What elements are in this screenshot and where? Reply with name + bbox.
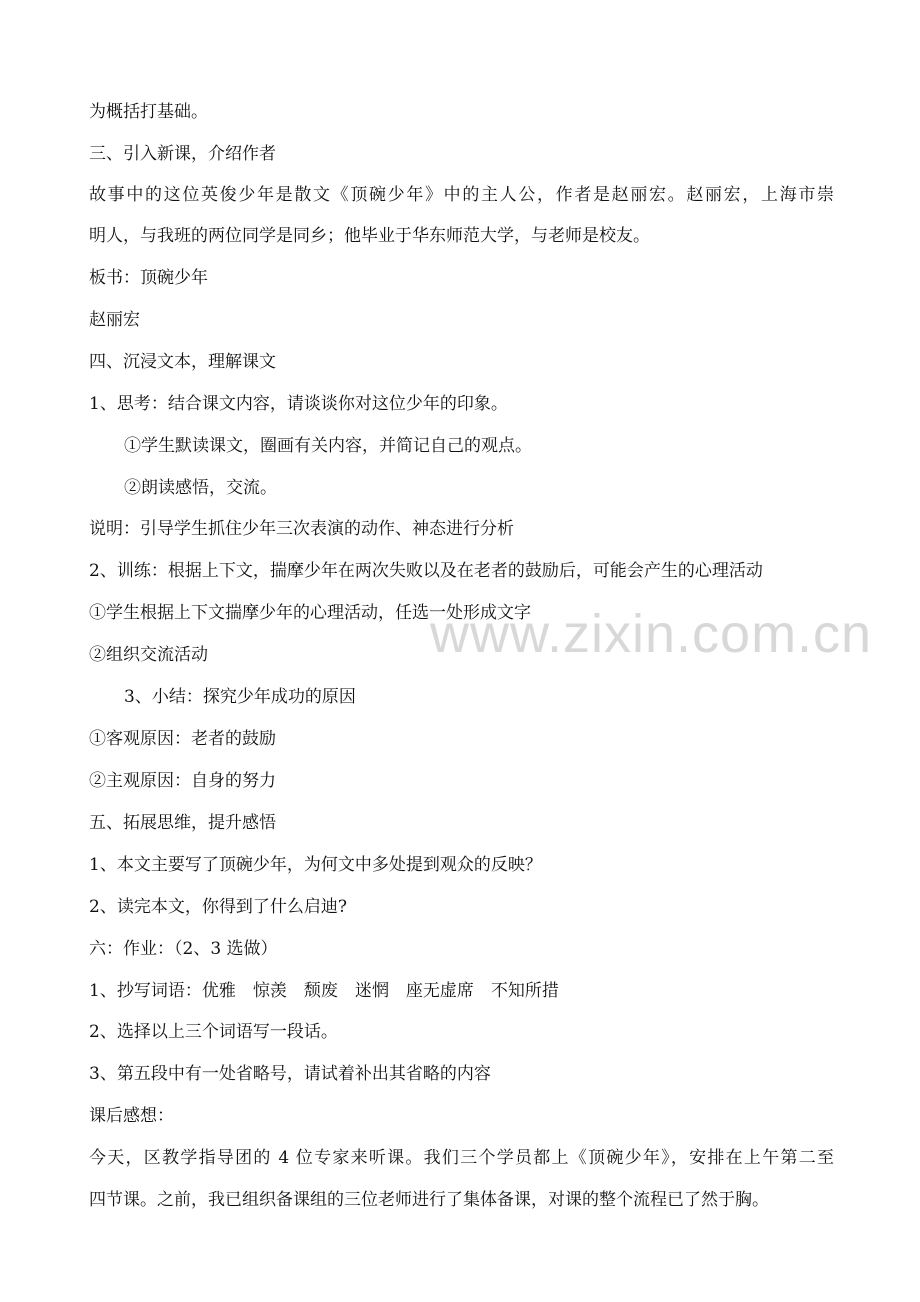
text-line: 明人，与我班的两位同学是同乡；他毕业于华东师范大学，与老师是校友。 — [89, 226, 650, 246]
text-line: ①客观原因：老者的鼓励 — [89, 729, 276, 749]
text-line: 3、小结：探究少年成功的原因 — [124, 687, 356, 707]
text-line: 四节课。之前，我已组织备课组的三位老师进行了集体备课，对课的整个流程已了然于胸。 — [89, 1190, 769, 1210]
text-line: 今天，区教学指导团的 4 位专家来听课。我们三个学员都上《顶碗少年》，安排在上午第二至 — [89, 1148, 834, 1168]
text-line: ②朗读感悟，交流。 — [124, 478, 277, 498]
section-heading: 六：作业：（2、3 选做） — [89, 939, 278, 959]
text-line: ①学生默读课文，圈画有关内容，并简记自己的观点。 — [124, 436, 532, 456]
watermark: www.zixin.com.cn — [430, 604, 873, 664]
text-line: 说明：引导学生抓住少年三次表演的动作、神态进行分析 — [89, 519, 514, 539]
text-line: 为概括打基础。 — [89, 102, 208, 122]
text-line: ①学生根据上下文揣摩少年的心理活动，任选一处形成文字 — [89, 603, 531, 623]
text-line: 3、第五段中有一处省略号，请试着补出其省略的内容 — [89, 1064, 491, 1084]
text-line: ②组织交流活动 — [89, 645, 208, 665]
text-line: 2、读完本文，你得到了什么启迪? — [89, 897, 347, 917]
section-heading: 五、拓展思维，提升感悟 — [89, 813, 276, 833]
text-line: 1、思考：结合课文内容，请谈谈你对这位少年的印象。 — [89, 394, 508, 414]
text-line: ②主观原因：自身的努力 — [89, 771, 276, 791]
text-line: 2、训练：根据上下文，揣摩少年在两次失败以及在老者的鼓励后，可能会产生的心理活动 — [89, 561, 763, 581]
text-line: 课后感想： — [89, 1106, 174, 1126]
text-line: 故事中的这位英俊少年是散文《顶碗少年》中的主人公，作者是赵丽宏。赵丽宏，上海市崇 — [89, 185, 834, 205]
text-line: 1、抄写词语：优雅 惊羡 颓废 迷惘 座无虚席 不知所措 — [89, 981, 559, 1001]
text-line: 板书：顶碗少年 — [89, 268, 208, 288]
section-heading: 四、沉浸文本，理解课文 — [89, 352, 276, 372]
text-line: 1、本文主要写了顶碗少年，为何文中多处提到观众的反映？ — [89, 855, 542, 875]
section-heading: 三、引入新课，介绍作者 — [89, 144, 276, 164]
text-line: 2、选择以上三个词语写一段话。 — [89, 1022, 338, 1042]
text-line: 赵丽宏 — [89, 310, 140, 330]
